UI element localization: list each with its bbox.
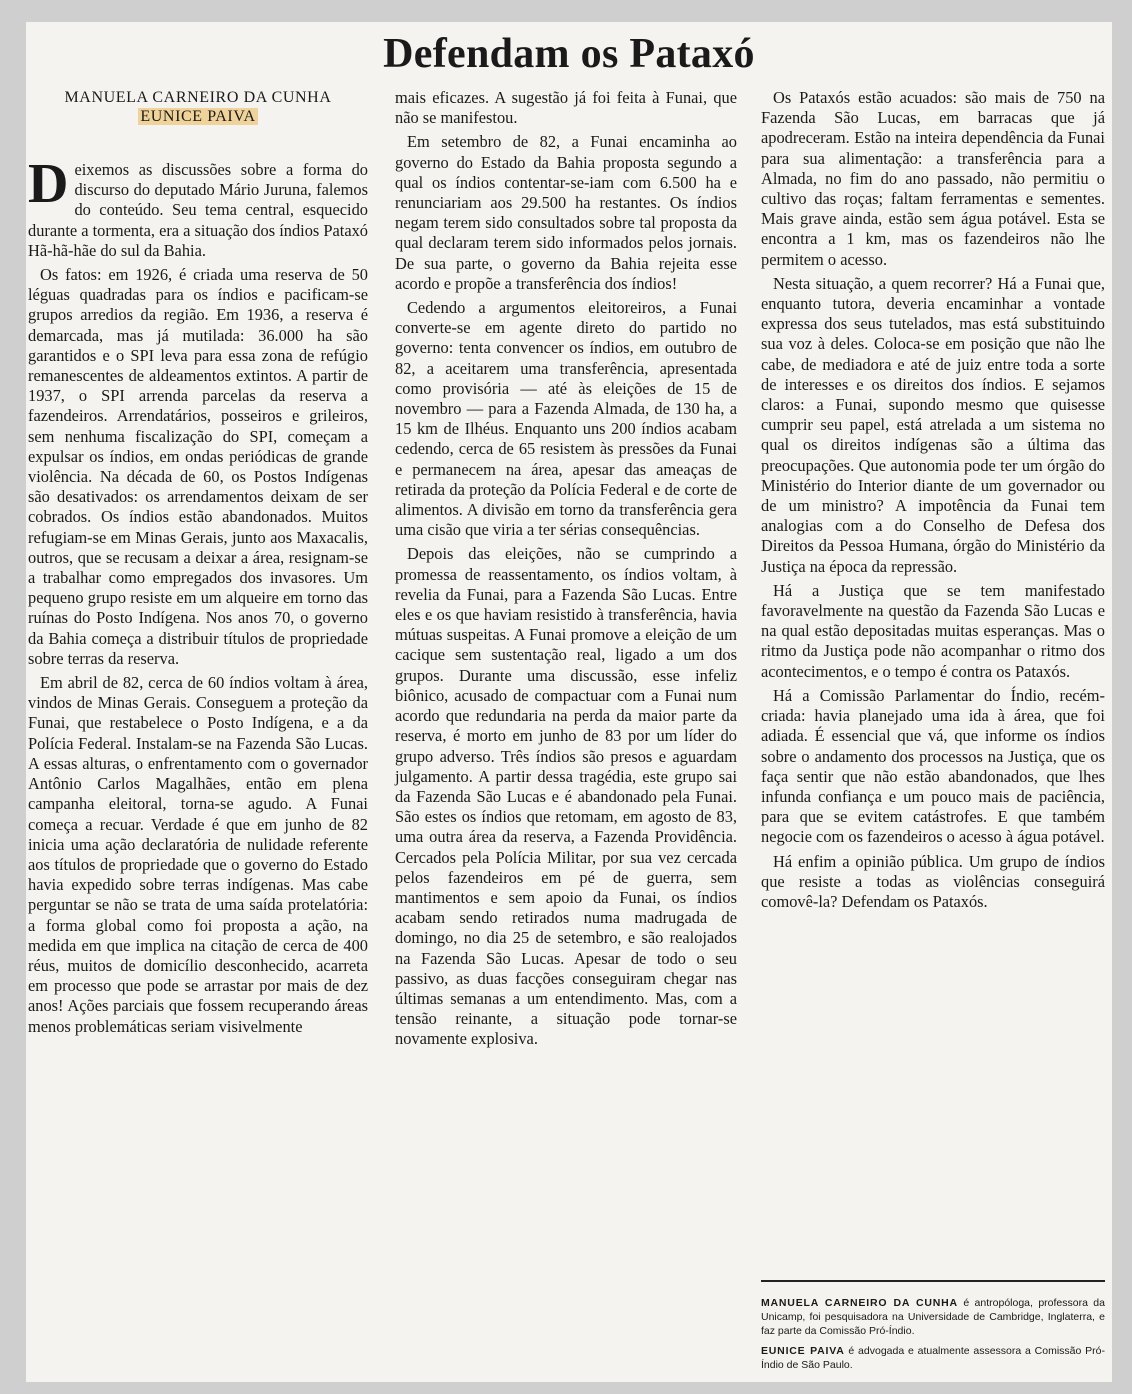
bio-text: é antropóloga, professora da Unicamp, foi pesquisadora na Universidade de Cambridge, Inglaterra, e faz parte da Comissão Pró-Índio. <box>761 1297 1105 1337</box>
paragraph: Nesta situação, a quem recorrer? Há a Funai que, enquanto tutora, deveria encaminhar a vontade expressa dos seus tutelados, mas está substituindo sua voz à deles. Coloca-se em posição que não lhe cabe, de mediadora e até de juiz entre toda a sorte de interesses e os direitos dos índios. E sejamos claros: a Funai, supondo mesmo que quisesse cumprir seu papel, está atrelada a um sistema no qual os direitos indígenas são a última das preocupações. Que autonomia pode ter um órgão do Ministério do Interior diante de um governador ou de um ministro? A impotência da Funai tem analogias com a do Conselho de Defesa dos Direitos da Pessoa Humana, órgão do Ministério da Justiça na época da repressão. <box>761 273 1105 576</box>
bio-text: é advogada e atualmente assessora a Comissão Pró-Índio de São Paulo. <box>761 1345 1105 1371</box>
article-column-3 <box>761 88 1105 916</box>
paragraph: Há a Comissão Parlamentar do Índio, recém-criada: havia planejado uma ida à área, que foi adiada. É essencial que vá, que informe os índios sobre o andamento dos processos na Justiça, que os faça sentir que não estão abandonados, que lhes infunda confiança e um pouco mais de paciência, para que se evitem catástrofes. E que também negocie com os fazendeiros o acesso à água potável. <box>761 685 1105 847</box>
bio-author-name: MANUELA CARNEIRO DA CUNHA <box>761 1297 958 1309</box>
article-column-1 <box>28 88 368 1041</box>
paragraph: Os Pataxós estão acuados: são mais de 750 na Fazenda São Lucas, em barracas que já apodreceram. Estão na inteira dependência da Funai para sua alimentação: a transferência para a Almada, no fim do ano passado, não permitiu o cultivo das roças; faltam ferramentas e sementes. Mais grave ainda, estão sem água potável. Esta se encontra a 1 km, mas os fazendeiros não lhe permitem o acesso. <box>761 88 1105 269</box>
drop-cap: D <box>28 153 69 215</box>
paragraph: Em abril de 82, cerca de 60 índios voltam à área, vindos de Minas Gerais. Conseguem a proteção da Funai, que restabelece o Posto Indígena, e a da Polícia Federal. Instalam-se na Fazenda São Lucas. A essas alturas, o enfrentamento com o governador Antônio Carlos Magalhães, então em plena campanha eleitoral, torna-se agudo. A Funai começa a recuar. Verdade é que em junho de 82 inicia uma ação declaratória de nulidade referente aos títulos de propriedade que o governo do Estado havia expedido sobre terras indígenas. Mas cabe perguntar se não se trata de uma saída protelatória: a forma global como foi proposta a ação, na medida em que implica na citação de cerca de 400 réus, muitos de domicílio desconhecido, acarreta em processo que pode se arrastar por mais de dez anos! Ações parciais que fossem recuperando áreas menos problemáticas seriam visivelmente <box>28 673 368 1036</box>
newspaper-clipping <box>26 22 1112 1382</box>
article-title: Defendam os Pataxó <box>383 31 755 77</box>
paragraph: mais eficazes. A sugestão já foi feita à Funai, que não se manifestou. <box>395 88 737 128</box>
author-bio-2 <box>761 1344 1105 1372</box>
byline <box>28 88 368 126</box>
author-bio-1 <box>761 1296 1105 1338</box>
paragraph: Os fatos: em 1926, é criada uma reserva de 50 léguas quadradas para os índios e pacificam-se grupos arredios da região. Em 1936, a reserva é demarcada, mas já mutilada: 36.000 ha são garantidos e o SPI leva para essa zona de refúgio remanescentes de aldeamentos extintos. A partir de 1937, o SPI arrenda parcelas da reserva a fazendeiros. Arrendatários, posseiros e grileiros, sem nenhuma fiscalização do SPI, começam a expulsar os índios, em ondas periódicas de grande violência. Na década de 60, os Postos Indígenas são desativados: os arrendamentos deixam de ser cobrados. Os índios estão abandonados. Muitos refugiam-se em Minas Gerais, junto aos Maxacalis, outros, que se recusam a deixar a área, resignam-se a trabalhar como empregados dos invasores. Um pequeno grupo resiste em um alqueire em torno das ruínas do Posto Indígena. Nos anos 70, o governo da Bahia começa a distribuir títulos de propriedade sobre terras da reserva. <box>28 265 368 668</box>
paragraph: Cedendo a argumentos eleitoreiros, a Funai converte-se em agente direto do partido no governo: tenta convencer os índios, em outubro de 82, a aceitarem uma transferência, apresentada como provisória — até às eleições de 15 de novembro — para a Fazenda Almada, de 130 ha, a 15 km de Ilhéus. Enquanto uns 200 índios acabam cedendo, cerca de 65 resistem às pressões da Funai e permanecem na área, apesar das ameaças de retirada da proteção da Polícia Federal e de corte de alimentos. A divisão em torno da transferência gera uma cisão que viria a ter sérias consequências. <box>395 298 737 540</box>
paragraph: Em setembro de 82, a Funai encaminha ao governo do Estado da Bahia proposta segundo a qual os índios contentar-se-iam com 6.500 ha e renunciariam aos 29.500 ha restantes. Os índios negam terem sido consultados sobre tal proposta da qual declaram terem sido informados pelos jornais. De sua parte, o governo da Bahia rejeita esse acordo e propõe a transferência dos índios! <box>395 132 737 293</box>
paragraph-text: eixemos as discussões sobre a forma do discurso do deputado Mário Juruna, falemos do conteúdo. Seu tema central, esquecido durante a tormenta, era a situação dos índios Pataxó Hã-hã-hãe do sul da Bahia. <box>28 160 368 260</box>
author-bios <box>761 1280 1105 1378</box>
author-name-2-highlighted: EUNICE PAIVA <box>140 108 256 125</box>
paragraph: Depois das eleições, não se cumprindo a promessa de reassentamento, os índios voltam, à revelia da Funai, para a Fazenda São Lucas. Entre eles e os que haviam resistido à transferência, havia mútuas suspeitas. A Funai promove a eleição de um cacique sem sustentação real, ligado a um dos grupos. Durante uma discussão, esse infeliz biônico, acusado de compactuar com a Funai num acordo que redundaria na perda da maior parte da reserva, é morto em junho de 83 por um líder do grupo adverso. Três índios são presos e aguardam julgamento. A partir dessa tragédia, este grupo sai da Fazenda São Lucas e é abandonado pela Funai. São estes os índios que retomam, em agosto de 83, uma outra área da reserva, a Fazenda Providência. Cercados pela Polícia Militar, por sua vez cercada pelos fazendeiros em pé de guerra, sem mantimentos e sem apoio da Funai, os índios acabam sendo retirados numa madrugada de domingo, no dia 25 de setembro, e são realojados na Fazenda São Lucas. Apesar de todo o seu passivo, as duas facções conseguiram chegar nas últimas semanas a um entendimento. Mas, com a tensão reinante, a situação pode tornar-se novamente explosiva. <box>395 544 737 1049</box>
author-name-1: MANUELA CARNEIRO DA CUNHA <box>64 89 332 106</box>
paragraph: Há enfim a opinião pública. Um grupo de índios que resiste a todas as violências conseguirá comovê-la? Defendam os Pataxós. <box>761 851 1105 911</box>
article-column-2 <box>395 88 737 1054</box>
paragraph <box>28 153 368 261</box>
bio-author-name: EUNICE PAIVA <box>761 1345 845 1357</box>
paragraph: Há a Justiça que se tem manifestado favoravelmente na questão da Fazenda São Lucas e na qual estão depositadas muitas esperanças. Mas o ritmo da Justiça pode não acompanhar o ritmo dos acontecimentos, e o tempo é contra os Pataxós. <box>761 580 1105 681</box>
